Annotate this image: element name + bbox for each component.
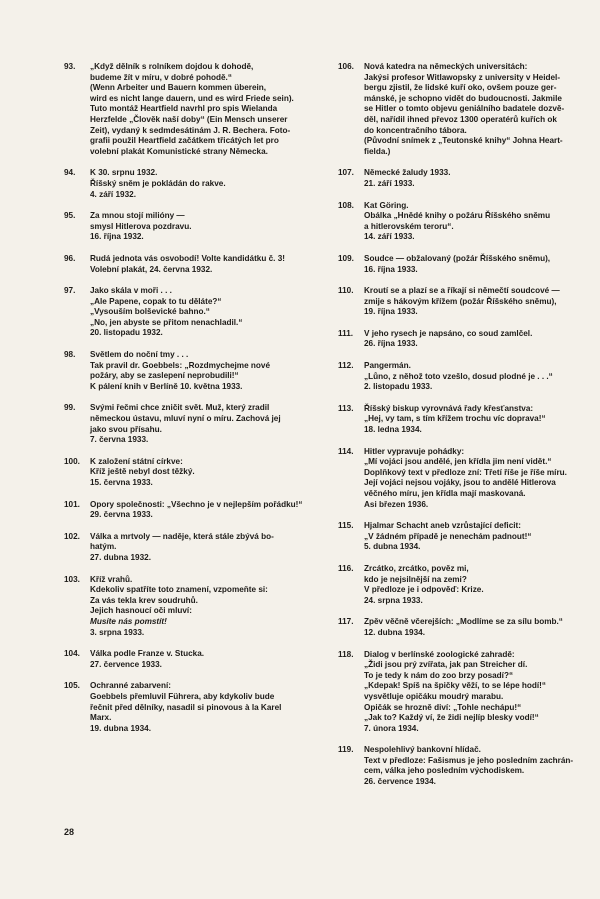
entry-text-line: (Původní snímek z „Teutonské knihy“ Johna Heart- bbox=[364, 136, 563, 146]
caption-entry bbox=[338, 62, 570, 157]
entry-text-line: řečnit před dělníky, nasadil si pinovous à la Karel bbox=[90, 702, 282, 712]
entry-number: 98. bbox=[64, 350, 76, 360]
entry-text-line: Obálka „Hnědé knihy o požáru Říšského sněmu bbox=[364, 211, 551, 221]
caption-entry bbox=[64, 62, 296, 157]
entry-number: 105. bbox=[64, 681, 80, 691]
entry-text-line: Opory společnosti: „Všechno je v nejlepším pořádku!“ bbox=[90, 499, 303, 509]
caption-entry bbox=[64, 286, 296, 339]
entry-text-line: Ochranné zabarvení: bbox=[90, 681, 171, 691]
entry-text-line: 16. října 1933. bbox=[364, 264, 418, 274]
entry-text-line: do koncentračního tábora. bbox=[364, 125, 467, 135]
entry-number: 96. bbox=[64, 253, 76, 263]
entry-text-line: 7. února 1934. bbox=[364, 723, 419, 733]
entry-text-line: mánské, je schopno vidět do budoucnosti. Jakmile bbox=[364, 93, 562, 103]
entry-text-line: „Židi jsou prý zvířata, jak pan Streicher dí. bbox=[364, 660, 528, 670]
entry-text-line: Svými řečmi chce zničit svět. Muž, který zradil bbox=[90, 403, 270, 413]
entry-text-line: Tuto montáž Heartfield navrhl pro spis Wielanda bbox=[90, 104, 278, 114]
entry-text-line: 18. ledna 1934. bbox=[364, 425, 422, 435]
entry-text-line: V jeho rysech je napsáno, co soud zamlčel. bbox=[364, 328, 533, 338]
entry-number: 100. bbox=[64, 456, 80, 466]
entry-text-line: požáry, aby se zaslepení neprobudili!“ bbox=[90, 371, 239, 381]
entry-text-line: 29. června 1933. bbox=[90, 510, 153, 520]
entry-text-line: budeme žít v míru, v dobré pohodě.“ bbox=[90, 72, 232, 82]
entry-text-line: K založení státní církve: bbox=[90, 456, 183, 466]
caption-entry bbox=[338, 404, 570, 436]
entry-text-line: Musíte nás pomstít! bbox=[90, 616, 167, 626]
entry-text-line: 19. dubna 1934. bbox=[90, 723, 151, 733]
entry-text-line: Tak pravil dr. Goebbels: „Rozdmychejme nové bbox=[90, 360, 271, 370]
entry-text-line: 15. června 1933. bbox=[90, 478, 153, 487]
entry-text-line: Pangermán. bbox=[364, 361, 411, 371]
entry-text-line: „Ale Papene, copak to tu děláte?“ bbox=[90, 296, 222, 306]
entry-text-line: věčného míru, jen křídla mají maskovaná. bbox=[364, 489, 526, 498]
entry-text-line: Volební plakát, 24. června 1932. bbox=[90, 264, 213, 274]
entry-number: 99. bbox=[64, 403, 76, 413]
caption-entry bbox=[338, 329, 570, 350]
entry-text-line: 27. dubna 1932. bbox=[90, 552, 151, 562]
entry-text-line: Jejich hasnoucí oči mluví: bbox=[90, 606, 192, 616]
entry-text-line: bergu zjistil, že lidské kuří oko, ovšem pouze ger- bbox=[364, 83, 557, 93]
entry-text-line: Nespolehlivý bankovní hlídač. bbox=[364, 745, 481, 755]
entry-text-line: fielda.) bbox=[364, 146, 391, 156]
entry-text-line: K pálení knih v Berlíně 10. května 1933. bbox=[90, 381, 243, 391]
entry-number: 113. bbox=[338, 403, 354, 413]
caption-entry bbox=[338, 447, 570, 511]
right-column bbox=[338, 62, 574, 799]
entry-number: 103. bbox=[64, 574, 80, 584]
entry-text-line: To je tedy k nám do zoo brzy posadí?“ bbox=[364, 670, 514, 680]
entry-text-line: „Hej, vy tam, s tím křížem trochu víc doprava!“ bbox=[364, 414, 546, 424]
entry-text-line: (Wenn Arbeiter und Bauern kommen überein, bbox=[90, 83, 267, 93]
entry-text-line: 3. srpna 1933. bbox=[90, 627, 145, 637]
entry-number: 95. bbox=[64, 211, 76, 221]
caption-entry bbox=[64, 211, 296, 243]
entry-text-line: Kroutí se a plazí se a říkají si němečtí soudcové — bbox=[364, 286, 560, 296]
entry-text-line: 5. dubna 1934. bbox=[364, 542, 421, 552]
entry-number: 107. bbox=[338, 168, 354, 178]
entry-text-line: Říšský sněm je pokládán do rakve. bbox=[90, 178, 226, 188]
entry-text-line: Opičák se hrozně diví: „Tohle nechápu!“ bbox=[364, 702, 522, 712]
entry-text-line: hatým. bbox=[90, 542, 117, 552]
entry-text-line: 4. září 1932. bbox=[90, 189, 136, 199]
entry-text-line: zmije s hákovým křížem (požár Říšského sněmu), bbox=[364, 296, 557, 306]
entry-text-line: K 30. srpnu 1932. bbox=[90, 168, 158, 178]
entry-number: 110. bbox=[338, 286, 354, 296]
entry-text-line: Za mnou stojí milióny — bbox=[90, 211, 185, 221]
entry-number: 119. bbox=[338, 745, 354, 755]
entry-text-line: „Kdepak! Spíš na špičky věží, to se lépe hodí!“ bbox=[364, 681, 546, 691]
entry-number: 118. bbox=[338, 649, 354, 659]
entry-text-line: kdo je nejsilnější na zemi? bbox=[364, 574, 467, 584]
entry-text-line: Soudce — obžalovaný (požár Říšského sněmu), bbox=[364, 253, 551, 263]
entry-text-line: Marx. bbox=[90, 713, 112, 723]
caption-entry bbox=[64, 532, 296, 564]
entry-text-line: Goebbels přemluvil Führera, aby kdykoliv bude bbox=[90, 691, 275, 701]
entry-text-line: Říšský biskup vyrovnává řady křesťanstva: bbox=[364, 403, 534, 413]
entry-text-line: „Mí vojáci jsou andělé, jen křídla jim není vidět.“ bbox=[364, 457, 552, 467]
caption-entry bbox=[64, 681, 296, 734]
entry-text-line: a hitlerovském teroru“. bbox=[364, 221, 454, 231]
entry-text-line: Asi březen 1936. bbox=[364, 499, 429, 509]
entry-text-line: 12. dubna 1934. bbox=[364, 627, 425, 637]
caption-entry bbox=[64, 168, 296, 200]
entry-text-line: Zrcátko, zrcátko, pověz mi, bbox=[364, 563, 469, 573]
page-number: 28 bbox=[64, 827, 75, 837]
caption-entry bbox=[338, 361, 570, 393]
caption-entry bbox=[64, 350, 296, 392]
entry-text-line: 7. června 1933. bbox=[90, 435, 149, 445]
entry-text-line: 2. listopadu 1933. bbox=[364, 382, 433, 392]
entry-text-line: vysvětluje opičáku moudrý marabu. bbox=[364, 691, 504, 701]
entry-text-line: Hitler vypravuje pohádky: bbox=[364, 446, 465, 456]
entry-text-line: Kříž vrahů. bbox=[90, 574, 133, 584]
caption-entry bbox=[338, 745, 574, 787]
entry-number: 101. bbox=[64, 499, 80, 509]
entry-number: 117. bbox=[338, 617, 354, 627]
entry-text-line: grafii použil Heartfield začátkem třicátých let pro bbox=[90, 136, 279, 146]
entry-text-line: wird es nicht lange dauern, und es wird Friede sein). bbox=[90, 93, 294, 103]
entry-text-line: Její vojáci nejsou vojáky, jsou to andělé Hitlerova bbox=[364, 478, 556, 488]
entry-text-line: Německé žaludy 1933. bbox=[364, 168, 451, 178]
caption-entry bbox=[338, 286, 570, 318]
entry-text-line: Zeit), vydaný k sedmdesátinám J. R. Bechera. Foto- bbox=[90, 125, 291, 135]
entry-number: 94. bbox=[64, 168, 76, 178]
entry-number: 97. bbox=[64, 286, 76, 296]
entry-text-line: Herzfelde „Člověk naší doby“ (Ein Mensch unserer bbox=[90, 114, 288, 124]
caption-entry bbox=[338, 201, 570, 243]
entry-text-line: Kříž ještě nebyl dost těžký. bbox=[90, 467, 195, 477]
entry-text-line: Dialog v berlínské zoologické zahradě: bbox=[364, 649, 515, 659]
entry-text-line: 21. září 1933. bbox=[364, 178, 415, 188]
entry-number: 93. bbox=[64, 62, 76, 71]
entry-text-line: Kat Göring. bbox=[364, 200, 409, 210]
entry-number: 102. bbox=[64, 531, 80, 541]
caption-entry bbox=[338, 564, 570, 606]
entry-text-line: cem, válka jeho posledním východiskem. bbox=[364, 766, 525, 776]
caption-entry bbox=[338, 254, 570, 275]
entry-text-line: jako svou přísahu. bbox=[90, 424, 162, 434]
caption-entry bbox=[338, 168, 570, 189]
entry-text-line: „Když dělník s rolníkem dojdou k dohodě, bbox=[90, 62, 254, 71]
entry-number: 109. bbox=[338, 253, 354, 263]
caption-entry bbox=[64, 499, 303, 521]
entry-text-line: 19. října 1933. bbox=[364, 307, 418, 317]
entry-text-line: Zpěv věčně včerejších: „Modlíme se za sílu bomb.“ bbox=[364, 617, 563, 627]
caption-entry bbox=[64, 457, 296, 489]
caption-entry bbox=[338, 617, 570, 638]
entry-number: 114. bbox=[338, 446, 354, 456]
entry-text-line: 26. října 1933. bbox=[364, 339, 418, 349]
caption-entry bbox=[64, 254, 296, 275]
caption-entry bbox=[338, 650, 570, 735]
entry-text-line: 16. října 1932. bbox=[90, 232, 144, 242]
entry-text-line: „No, jen abyste se přitom nenachladil.“ bbox=[90, 317, 243, 327]
entry-text-line: volební plakát Komunistické strany Německa. bbox=[90, 146, 268, 156]
entry-text-line: Za vás tekla krev soudruhů. bbox=[90, 595, 198, 605]
entry-text-line: Jakýsi profesor Witlawopsky z university v Heidel- bbox=[364, 72, 561, 82]
entry-text-line: Světlem do noční tmy . . . bbox=[90, 350, 189, 360]
entry-number: 108. bbox=[338, 200, 354, 210]
entry-text-line: 20. listopadu 1932. bbox=[90, 328, 163, 338]
entry-text-line: Válka podle Franze v. Stucka. bbox=[90, 649, 205, 659]
entry-text-line: 24. srpna 1933. bbox=[364, 595, 423, 605]
caption-entry bbox=[64, 403, 296, 445]
entry-number: 112. bbox=[338, 361, 354, 371]
entry-text-line: Text v předloze: Fašismus je jeho posledním zachrán- bbox=[364, 755, 574, 765]
entry-text-line: Válka a mrtvoly — naděje, která stále zbývá bo- bbox=[90, 531, 274, 541]
entry-text-line: Jako skála v moři . . . bbox=[90, 286, 172, 296]
entry-text-line: německou ústavu, mluví nyní o míru. Zachová jej bbox=[90, 414, 281, 424]
entry-text-line: se Hitler o tomto objevu geniálního badatele dozvě- bbox=[364, 104, 565, 114]
entry-text-line: „V žádném případě je nenechám padnout!“ bbox=[364, 531, 532, 541]
entry-text-line: smysl Hitlerova pozdravu. bbox=[90, 221, 192, 231]
entry-text-line: V předloze je i odpověď: Krize. bbox=[364, 585, 484, 595]
entry-number: 116. bbox=[338, 563, 354, 573]
caption-entry bbox=[64, 649, 296, 670]
entry-number: 111. bbox=[338, 328, 354, 338]
entry-text-line: děl, nařídil ihned převoz 1300 operatérů kuřích ok bbox=[364, 114, 557, 124]
entry-number: 106. bbox=[338, 62, 354, 71]
entry-text-line: Kdekoliv spatříte toto znamení, vzpomeňte si: bbox=[90, 585, 268, 595]
entry-text-line: 27. července 1933. bbox=[90, 659, 162, 669]
caption-entry bbox=[338, 521, 570, 553]
left-column bbox=[64, 62, 303, 745]
entry-text-line: Rudá jednota vás osvobodí! Volte kandidátku č. 3! bbox=[90, 253, 286, 263]
entry-number: 104. bbox=[64, 649, 80, 659]
entry-text-line: Hjalmar Schacht aneb vzrůstající deficit: bbox=[364, 521, 521, 531]
entry-text-line: 26. července 1934. bbox=[364, 777, 436, 787]
entry-text-line: Nová katedra na německých universitách: bbox=[364, 62, 528, 71]
entry-number: 115. bbox=[338, 521, 354, 531]
entry-text-line: „Jak to? Každý ví, že židi nejlíp blesky vodí!“ bbox=[364, 713, 539, 723]
caption-entry bbox=[64, 575, 296, 639]
entry-text-line: „Vysouším bolševické bahno.“ bbox=[90, 307, 210, 317]
entry-text-line: „Lůno, z něhož toto vzešlo, dosud plodné je . . .“ bbox=[364, 371, 553, 381]
entry-text-line: 14. září 1933. bbox=[364, 232, 415, 242]
entry-text-line: Doplňkový text v předloze zní: Třetí říše je říše míru. bbox=[364, 467, 567, 477]
